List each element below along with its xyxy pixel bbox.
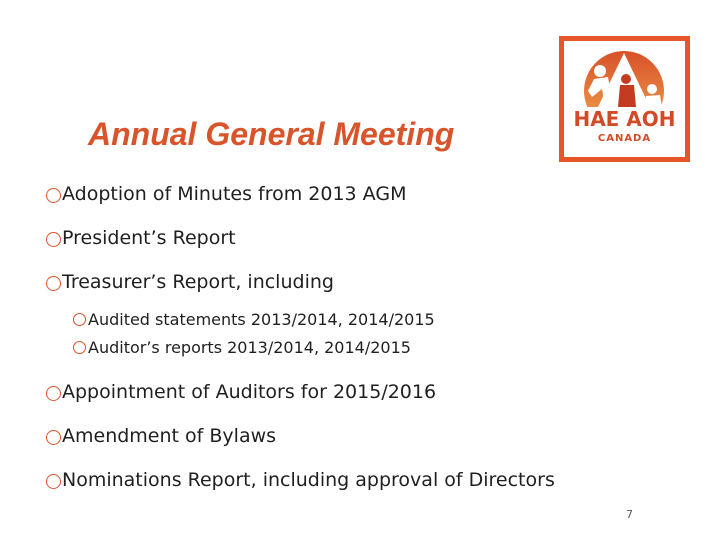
ring-bullet-icon (73, 313, 86, 326)
agenda-subitem-text: Audited statements 2013/2014, 2014/2015 (88, 310, 435, 329)
logo-graphic (564, 41, 685, 157)
agenda-item-text: Nominations Report, including approval of Directors (62, 469, 555, 491)
agenda-subitem (46, 334, 686, 362)
logo-line2: CANADA (597, 133, 652, 144)
ring-bullet-icon (46, 430, 61, 445)
ring-bullet-icon (46, 474, 61, 489)
ring-bullet-icon (46, 188, 61, 203)
ring-bullet-icon (46, 276, 61, 291)
agenda-item (46, 460, 686, 504)
agenda-subitem-text: Auditor’s reports 2013/2014, 2014/2015 (88, 338, 411, 357)
slide-title: Annual General Meeting (88, 116, 455, 152)
hae-canada-logo (559, 36, 690, 162)
agenda-item (46, 174, 686, 218)
agenda-item (46, 262, 686, 306)
agenda-subitem (46, 306, 686, 334)
agenda-item (46, 416, 686, 460)
ring-bullet-icon (73, 341, 86, 354)
agenda-item-text: Adoption of Minutes from 2013 AGM (62, 183, 407, 205)
page-number: 7 (626, 508, 633, 521)
agenda-item (46, 372, 686, 416)
ring-bullet-icon (46, 386, 61, 401)
agenda-item (46, 218, 686, 262)
agenda-item-text: Amendment of Bylaws (62, 425, 277, 447)
agenda-item-text: Treasurer’s Report, including (62, 271, 334, 293)
logo-line1: HAE AOH (573, 107, 676, 131)
agenda-list (46, 174, 686, 504)
agenda-item-text: Appointment of Auditors for 2015/2016 (62, 381, 437, 403)
agenda-item-text: President’s Report (62, 227, 236, 249)
ring-bullet-icon (46, 232, 61, 247)
